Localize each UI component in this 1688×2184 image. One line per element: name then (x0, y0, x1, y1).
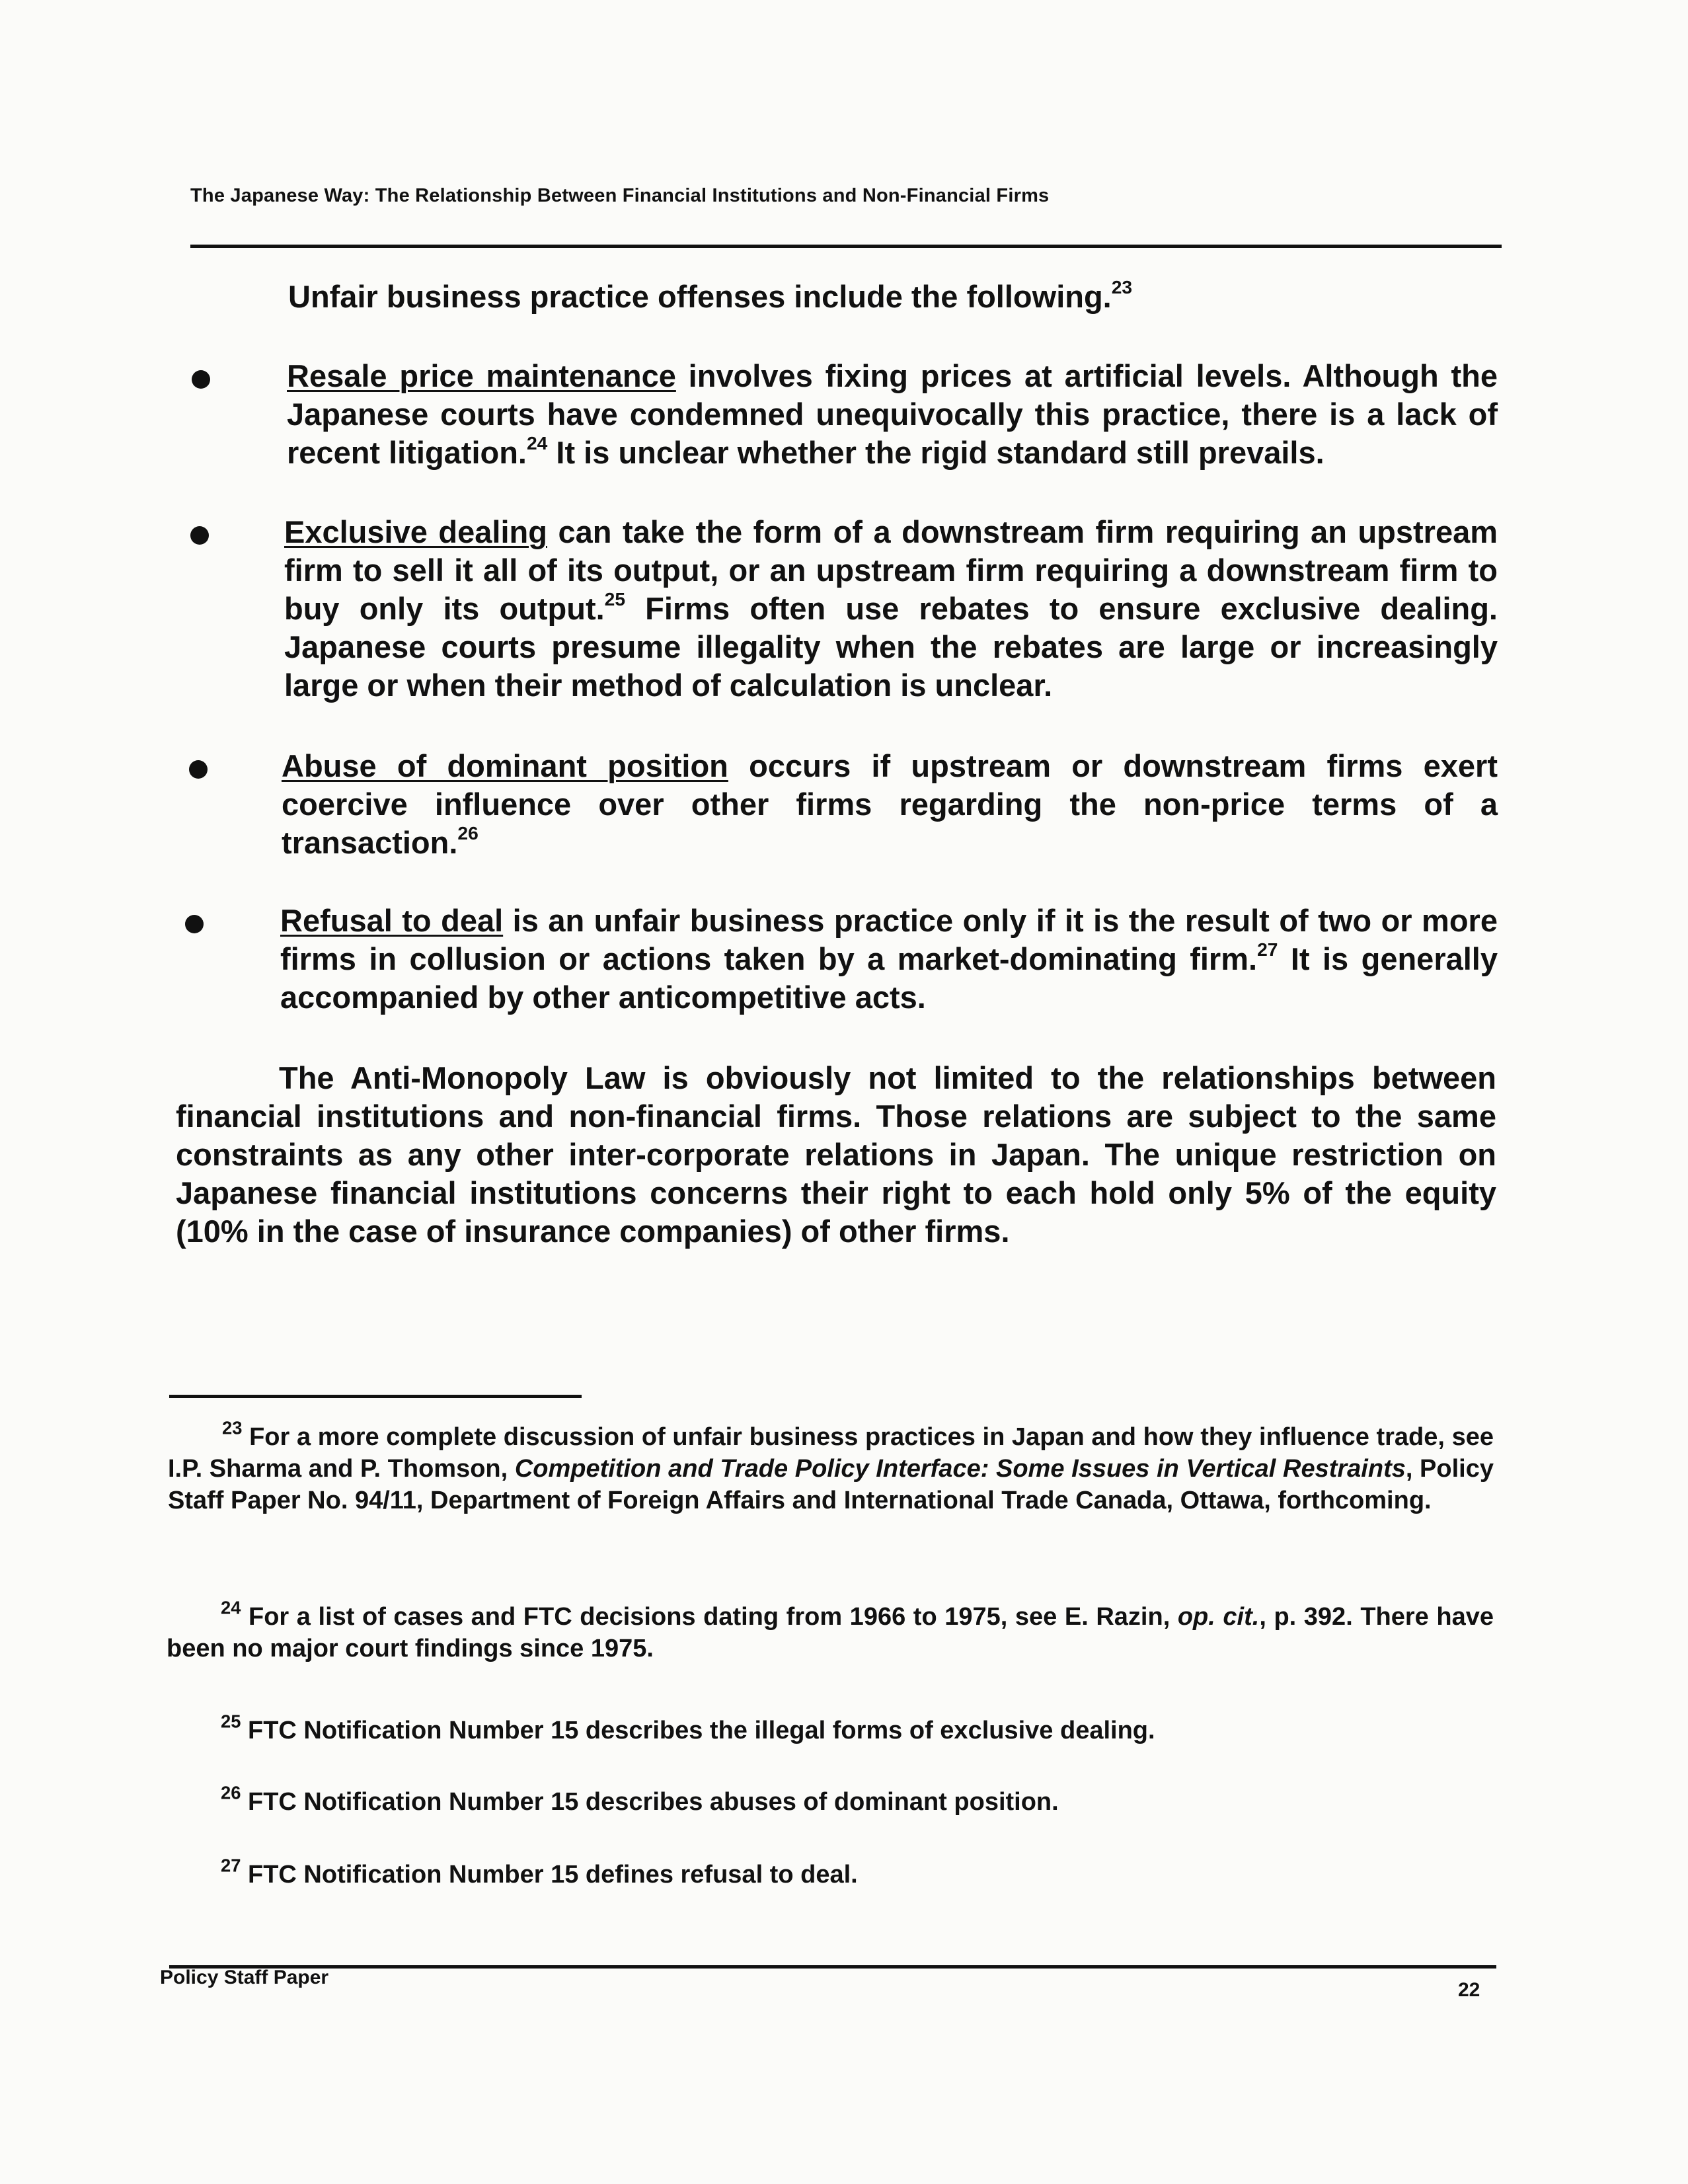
bullet-text (284, 513, 1498, 705)
footnote-23 (168, 1417, 1494, 1516)
note-ref: 27 (1257, 938, 1278, 960)
bullet-body: It is unclear whether the rigid standard still prevails. (547, 435, 1324, 470)
footnote-title: Competition and Trade Policy Interface: Some Issues in Vertical Restraints (514, 1455, 1406, 1483)
bullet-body: Firms often use rebates to ensure exclusive dealing. Japanese courts presume illegality when the rebates are large or increasingly large or when their method of calculation is unclear. (284, 591, 1498, 703)
bullet-dot (185, 915, 204, 933)
page-number: 22 (1458, 1979, 1480, 2001)
footnote-number: 26 (221, 1782, 241, 1803)
footnote-title: op. cit. (1177, 1603, 1260, 1631)
footnote-separator (169, 1395, 582, 1398)
footnote-text: FTC Notification Number 15 describes abuses of dominant position. (241, 1788, 1059, 1816)
bullet-text (287, 357, 1498, 472)
bullet-term: Refusal to deal (280, 903, 504, 938)
footnote-number: 25 (221, 1711, 241, 1732)
bullet-body: It is generally accompanied by other anticompetitive acts. (280, 941, 1498, 1015)
footnote-24 (167, 1597, 1494, 1664)
bullet-body: is an unfair business practice only if it is the result of two or more firms in collusion or actions taken by a market-dominating firm. (280, 903, 1498, 976)
note-ref: 24 (527, 432, 548, 453)
footnote-number: 27 (221, 1855, 241, 1876)
footer-rule (169, 1965, 1496, 1969)
bullet-dot (190, 526, 209, 545)
bullet-text (282, 747, 1498, 862)
footnote-number: 23 (222, 1417, 243, 1438)
footnote-25 (167, 1711, 1494, 1746)
footnote-text: FTC Notification Number 15 describes the illegal forms of exclusive dealing. (241, 1717, 1155, 1744)
bullet-term: Resale price maintenance (287, 358, 676, 393)
bullet-text (280, 902, 1498, 1017)
bullet-body: can take the form of a downstream firm requiring an upstream firm to sell it all of its output, or an upstream firm requiring a downstream firm to buy only its output. (284, 514, 1498, 626)
bullet-dot (189, 760, 208, 779)
footnote-26 (167, 1782, 1494, 1818)
bullet-term: Exclusive dealing (284, 514, 547, 549)
note-ref: 25 (604, 588, 626, 609)
footnote-27 (167, 1855, 1494, 1891)
body-paragraph (176, 1059, 1496, 1251)
footnote-text: FTC Notification Number 15 defines refusal to deal. (241, 1861, 858, 1889)
running-header: The Japanese Way: The Relationship Between Financial Institutions and Non-Financial Firms (190, 185, 1050, 206)
paragraph-text: The Anti-Monopoly Law is obviously not limited to the relationships between financial institutions and non-financial firms. Those relations are subject to the same constraints as any other inter-corporate relations in Japan. The unique restriction on Japanese financial institutions concerns their right to each hold only 5% of the equity (10% in the case of insurance companies) of other firms. (176, 1060, 1496, 1249)
footnote-number: 24 (221, 1597, 241, 1618)
bullet-term: Abuse of dominant position (282, 748, 728, 783)
intro-line (288, 278, 1132, 316)
header-rule (190, 245, 1502, 248)
bullet-body: occurs if upstream or downstream firms exert coercive influence over other firms regarding the non-price terms of a transaction. (282, 748, 1498, 860)
footnote-text: For a more complete discussion of unfair business practices in Japan and how they influence trade, see I.P. Sharma and P. Thomson, (168, 1423, 1494, 1483)
footnote-text: , Policy Staff Paper No. 94/11, Department of Foreign Affairs and International Trade Canada, Ottawa, forthcoming. (168, 1455, 1494, 1514)
intro-text: Unfair business practice offenses include the following. (288, 279, 1112, 314)
bullet-dot (192, 370, 210, 389)
bullet-body: involves fixing prices at artificial levels. Although the Japanese courts have condemned unequivocally this practice, there is a lack of recent litigation. (287, 358, 1498, 470)
note-ref: 26 (457, 822, 479, 843)
footnote-text: For a list of cases and FTC decisions dating from 1966 to 1975, see E. Razin, (241, 1603, 1178, 1631)
note-ref: 23 (1111, 276, 1133, 297)
footnote-text: , p. 392. There have been no major court findings since 1975. (167, 1603, 1494, 1662)
footer-publication: Policy Staff Paper (160, 1967, 329, 1988)
